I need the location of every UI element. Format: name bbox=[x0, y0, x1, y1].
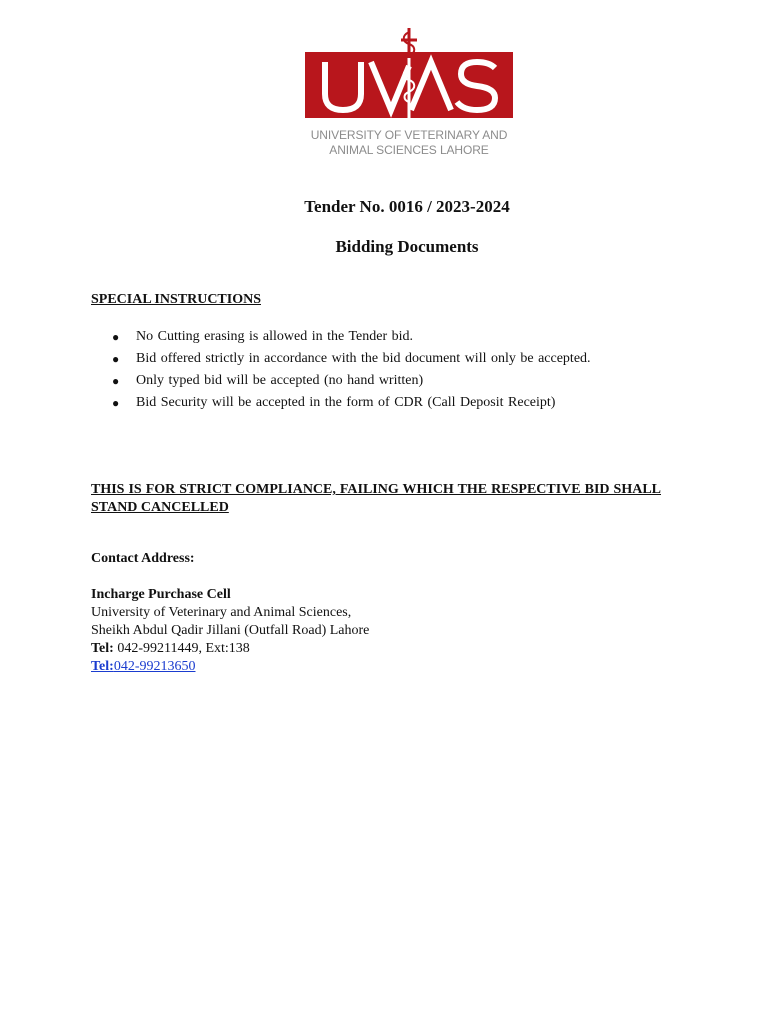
bullet-icon: ● bbox=[112, 352, 120, 366]
special-instructions-heading: SPECIAL INSTRUCTIONS bbox=[91, 292, 261, 307]
instruction-item bbox=[91, 348, 591, 370]
logo-caption bbox=[305, 128, 513, 158]
phone-number: 042-99211449, Ext:138 bbox=[113, 641, 250, 656]
logo-caption-line2: ANIMAL SCIENCES LAHORE bbox=[329, 143, 489, 157]
contact-phone-2 bbox=[91, 658, 369, 676]
instruction-text: Bid Security will be accepted in the form of CDR (Call Deposit Receipt) bbox=[136, 395, 556, 410]
instruction-item bbox=[91, 326, 591, 348]
contact-address-line2: Sheikh Abdul Qadir Jillani (Outfall Road) Lahore bbox=[91, 623, 370, 638]
compliance-warning: THIS IS FOR STRICT COMPLIANCE, FAILING WHICH THE RESPECTIVE BID SHALL STAND CANCELLED bbox=[91, 482, 661, 515]
phone-link[interactable] bbox=[91, 659, 196, 674]
instruction-text: No Cutting erasing is allowed in the Tender bid. bbox=[136, 329, 413, 344]
phone-link-number: 042-99213650 bbox=[113, 659, 196, 674]
phone-link-label: Tel: bbox=[91, 659, 114, 674]
bullet-icon: ● bbox=[112, 396, 120, 410]
bidding-documents-title: Bidding Documents bbox=[335, 237, 479, 256]
instruction-item bbox=[91, 370, 591, 392]
special-instructions-list bbox=[91, 326, 591, 414]
instruction-text: Only typed bid will be accepted (no hand written) bbox=[136, 373, 424, 388]
logo-caption-line1: UNIVERSITY OF VETERINARY AND bbox=[310, 128, 508, 142]
instruction-text: Bid offered strictly in accordance with the bid document will only be accepted. bbox=[136, 351, 591, 366]
contact-address-line1: University of Veterinary and Animal Sciences, bbox=[91, 605, 352, 620]
instruction-item bbox=[91, 392, 591, 414]
contact-address-heading: Contact Address: bbox=[91, 551, 195, 566]
contact-phone-1 bbox=[91, 640, 369, 658]
bullet-icon: ● bbox=[112, 374, 120, 388]
phone-label: Tel: bbox=[91, 641, 114, 656]
contact-block bbox=[91, 586, 369, 676]
uvas-logo bbox=[305, 28, 513, 160]
contact-office: Incharge Purchase Cell bbox=[91, 587, 231, 602]
bullet-icon: ● bbox=[112, 330, 120, 344]
tender-number-title: Tender No. 0016 / 2023-2024 bbox=[304, 197, 510, 216]
uvas-logo-mark bbox=[305, 28, 513, 128]
